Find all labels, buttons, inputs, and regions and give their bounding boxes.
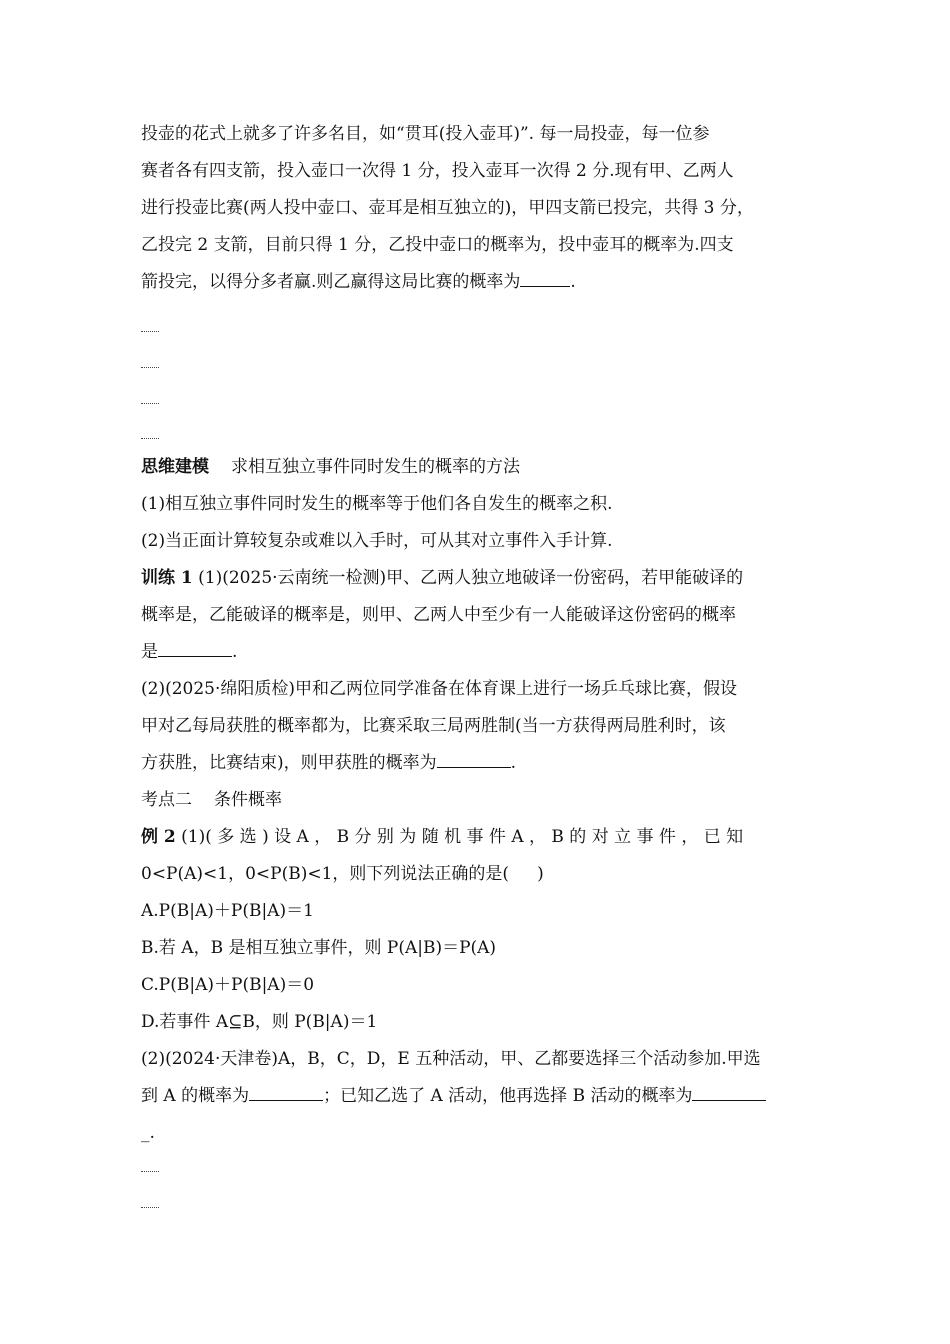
train-q1-end: . — [232, 642, 238, 662]
example-label: 例 2 — [141, 827, 176, 847]
example-l2-b: ) — [537, 864, 544, 884]
intro-line-2: 赛者各有四支箭，投入壶口一次得 1 分，投入壶耳一次得 2 分.现有甲、乙两人 — [141, 161, 734, 181]
answer-dots — [141, 403, 159, 404]
train-q2-c: 方获胜，比赛结束)，则甲获胜的概率为 — [141, 753, 437, 773]
method-heading: 思维建模 — [141, 457, 209, 477]
answer-dots — [141, 1207, 159, 1208]
answer-blank[interactable] — [692, 1084, 766, 1101]
intro-line-4: 乙投完 2 支箭，目前只得 1 分，乙投中壶口的概率为，投中壶耳的概率为.四支 — [141, 235, 734, 255]
example-l2-a: 0<P(A)<1，0<P(B)<1，则下列说法正确的是( — [141, 864, 510, 884]
answer-blank[interactable] — [249, 1084, 323, 1101]
example-q2-line-1: (2)(2024·天津卷)A，B，C，D，E 五种活动，甲、乙都要选择三个活动参加.甲选 — [141, 1049, 761, 1069]
train-line-4: (2)(2025·绵阳质检)甲和乙两位同学准备在体育课上进行一场乒乓球比赛，假设 — [141, 679, 738, 699]
train-q2-end: . — [510, 753, 517, 773]
answer-dots — [141, 1171, 159, 1172]
train-line-1 — [141, 566, 821, 590]
train-q1-a: (1)(2025·云南统一检测)甲、乙两人独立地破译一份密码，若甲能破译的 — [198, 568, 744, 588]
section-number: 考点二 — [141, 790, 192, 810]
section-name: 条件概率 — [214, 790, 282, 810]
answer-dots — [141, 438, 159, 439]
answer-blank[interactable] — [437, 751, 511, 768]
train-line-3 — [141, 640, 821, 664]
answer-blank[interactable] — [158, 640, 232, 657]
train-line-5: 甲对乙每局获胜的概率都为，比赛采取三局两胜制(当一方获得两局胜利时，该 — [141, 716, 726, 736]
intro-line-5 — [141, 270, 821, 294]
example-q2-b1: 到 A 的概率为 — [141, 1086, 250, 1106]
method-title: 求相互独立事件同时发生的概率的方法 — [231, 457, 520, 477]
train-q1-c: 是 — [141, 642, 158, 662]
train-label: 训练 1 — [141, 568, 193, 588]
option-b[interactable]: B.若 A，B 是相互独立事件，则 P(A|B)＝P(A) — [141, 938, 497, 958]
intro-line-3: 进行投壶比赛(两人投中壶口、壶耳是相互独立的)，甲四支箭已投完，共得 3 分， — [141, 198, 754, 218]
example-q2-line-2 — [141, 1084, 821, 1108]
answer-dots — [141, 367, 159, 368]
intro-line-5-end: . — [570, 272, 576, 292]
answer-dots — [141, 331, 159, 332]
example-line-2 — [141, 862, 821, 886]
intro-line-5-text: 箭投完，以得分多者赢.则乙赢得这局比赛的概率为 — [141, 272, 521, 292]
intro-line-1: 投壶的花式上就多了许多名目，如“贯耳(投入壶耳)”. 每一局投壶，每一位参 — [141, 124, 710, 144]
example-line-1 — [141, 825, 821, 849]
train-line-2: 概率是，乙能破译的概率是，则甲、乙两人中至少有一人能破译这份密码的概率 — [141, 605, 736, 625]
example-l1: (1)( 多 选 ) 设 A ， B 分 别 为 随 机 事 件 A ， B 的 对 立 事 件 ， 已 知 — [181, 827, 744, 847]
example-q2-b2: ；已知乙选了 A 活动，他再选择 B 活动的概率为 — [323, 1086, 693, 1106]
section-title-line — [141, 788, 821, 812]
method-heading-line — [141, 455, 821, 479]
train-line-6 — [141, 751, 821, 775]
example-q2-line-3: _. — [141, 1123, 155, 1143]
option-c[interactable]: C.P(B|A)＋P(B|A)＝0 — [141, 975, 315, 995]
method-point-2: (2)当正面计算较复杂或难以入手时，可从其对立事件入手计算. — [141, 531, 613, 551]
answer-blank[interactable] — [520, 270, 570, 287]
option-d[interactable]: D.若事件 A⊆B，则 P(B|A)＝1 — [141, 1012, 378, 1032]
option-a[interactable]: A.P(B|A)＋P(B|A)＝1 — [141, 901, 314, 921]
method-point-1: (1)相互独立事件同时发生的概率等于他们各自发生的概率之积. — [141, 494, 613, 514]
